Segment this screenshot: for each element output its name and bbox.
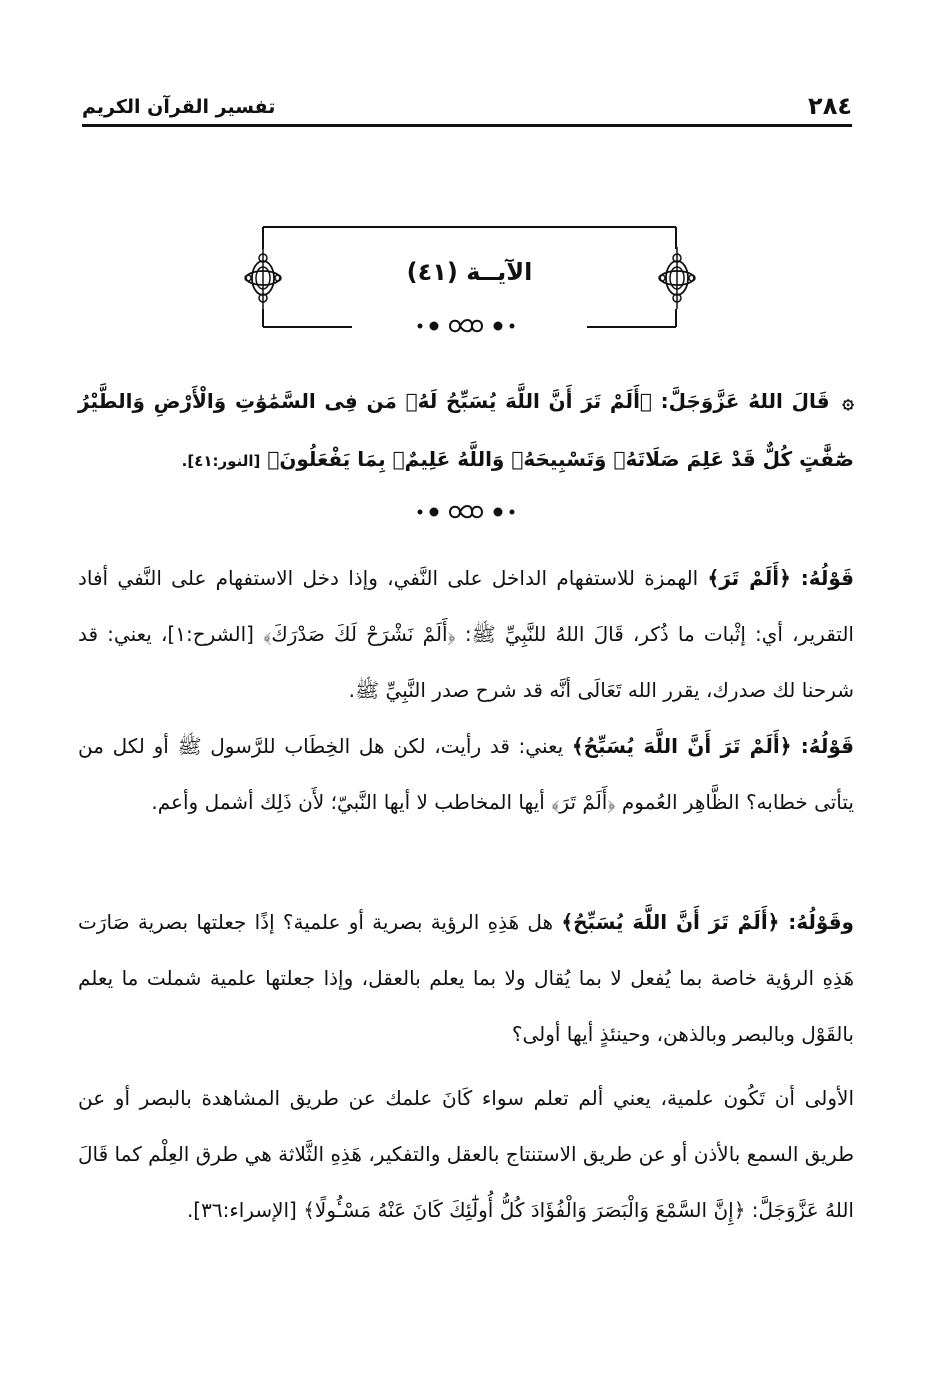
commentary-paragraph-1 [78,550,854,718]
verse-block [78,372,854,490]
rosette-icon: ۞ [842,389,855,413]
commentary-paragraph-2 [78,718,854,830]
paragraph-lead: قَوْلُهُ: ﴿أَلَمْ تَرَ أَنَّ اللَّهَ يُسَبِّحُ﴾ [571,734,854,758]
header-rule [82,124,852,127]
divider-ornament-icon [406,316,526,336]
paragraph-text: الأولى أن تَكُون علمية، يعني ألم تعلم سواء كَانَ علمك عن طريق المشاهدة بالبصر أو عن طريق السمع بالأذن أو عن طريق الاستنتاج بالعقل والتفكير، هَذِهِ الثَّلاثة هي طرق العِلْم كما قَالَ اللهُ عَزَّوَجَلَّ: ﴿إِنَّ السَّمْعَ وَالْبَصَرَ وَالْفُؤَادَ كُلُّ أُولَٰٓئِكَ كَانَ عَنْهُ مَسْـُٔولًا﴾ [الإسراء:٣٦]. [78,1086,854,1222]
verse-text: ﴿أَلَمْ تَرَ أَنَّ اللَّهَ يُسَبِّحُ لَهُۥ مَن فِى السَّمَٰوَٰتِ وَالْأَرْضِ وَالطَّيْرُ صَٰٓفَّٰتٍ كُلٌّ قَدْ عَلِمَ صَلَاتَهُۥ وَتَسْبِيحَهُۥ وَاللَّهُ عَلِيمٌۢ بِمَا يَفْعَلُونَ﴾ [78,389,854,471]
verse-reference: [النور:٤١]. [181,452,261,470]
verse-ornament-divider [0,502,932,522]
paragraph-text: يعني: قد رأيت، لكن هل الخِطَاب للرَّسول ﷺ أو لكل من يتأتى خطابه؟ الظَّاهِر العُموم ﴿أَلَمْ تَرَ﴾ أيها المخاطب لا أيها النَّبيّ؛ لأَن ذَلِك أشمل وأعم. [78,734,854,814]
paragraph-lead: وقَوْلُهُ: ﴿أَلَمْ تَرَ أَنَّ اللَّهَ يُسَبِّحُ﴾ [561,910,854,934]
commentary-paragraph-4 [78,1070,854,1238]
title-ornament-divider [0,316,932,336]
divider-ornament-icon [406,502,526,522]
paragraph-text: الهمزة للاستفهام الداخل على النَّفي، وإذا دخل الاستفهام على النَّفي أفاد التقرير، أي: إثْبات ما ذُكر، قَالَ اللهُ للنَّبِيِّ ﷺ: ﴿أَلَمْ نَشْرَحْ لَكَ صَدْرَكَ﴾ [الشرح:١]، يعني: قد شرحنا لك صدرك، يقرر الله تَعَالَى أنَّه قد شرح صدر النَّبِيِّ ﷺ. [78,566,854,702]
page-number: ٢٨٤ [808,92,852,120]
verse-intro: قَالَ اللهُ عَزَّوَجَلَّ: [660,389,830,413]
commentary-paragraph-3 [78,894,854,1062]
paragraph-text: هل هَذِهِ الرؤية بصرية أو علمية؟ إذًا جعلتها بصرية صَارَت هَذِهِ الرؤية خاصة بما يُفعل لا بما يُقال ولا بما يعلم بالعقل، وإذا جعلتها علمية شملت ما يعلم بالقَوْل وبالبصر وبالذهن، وحينئذٍ أيها أولى؟ [78,910,854,1046]
ayah-section-title: الآيــة (٤١) [406,258,533,286]
running-header [82,88,852,128]
paragraph-lead: قَوْلُهُ: ﴿أَلَمْ تَرَ﴾ [707,566,854,590]
book-title: تفسير القرآن الكريم [82,96,276,118]
